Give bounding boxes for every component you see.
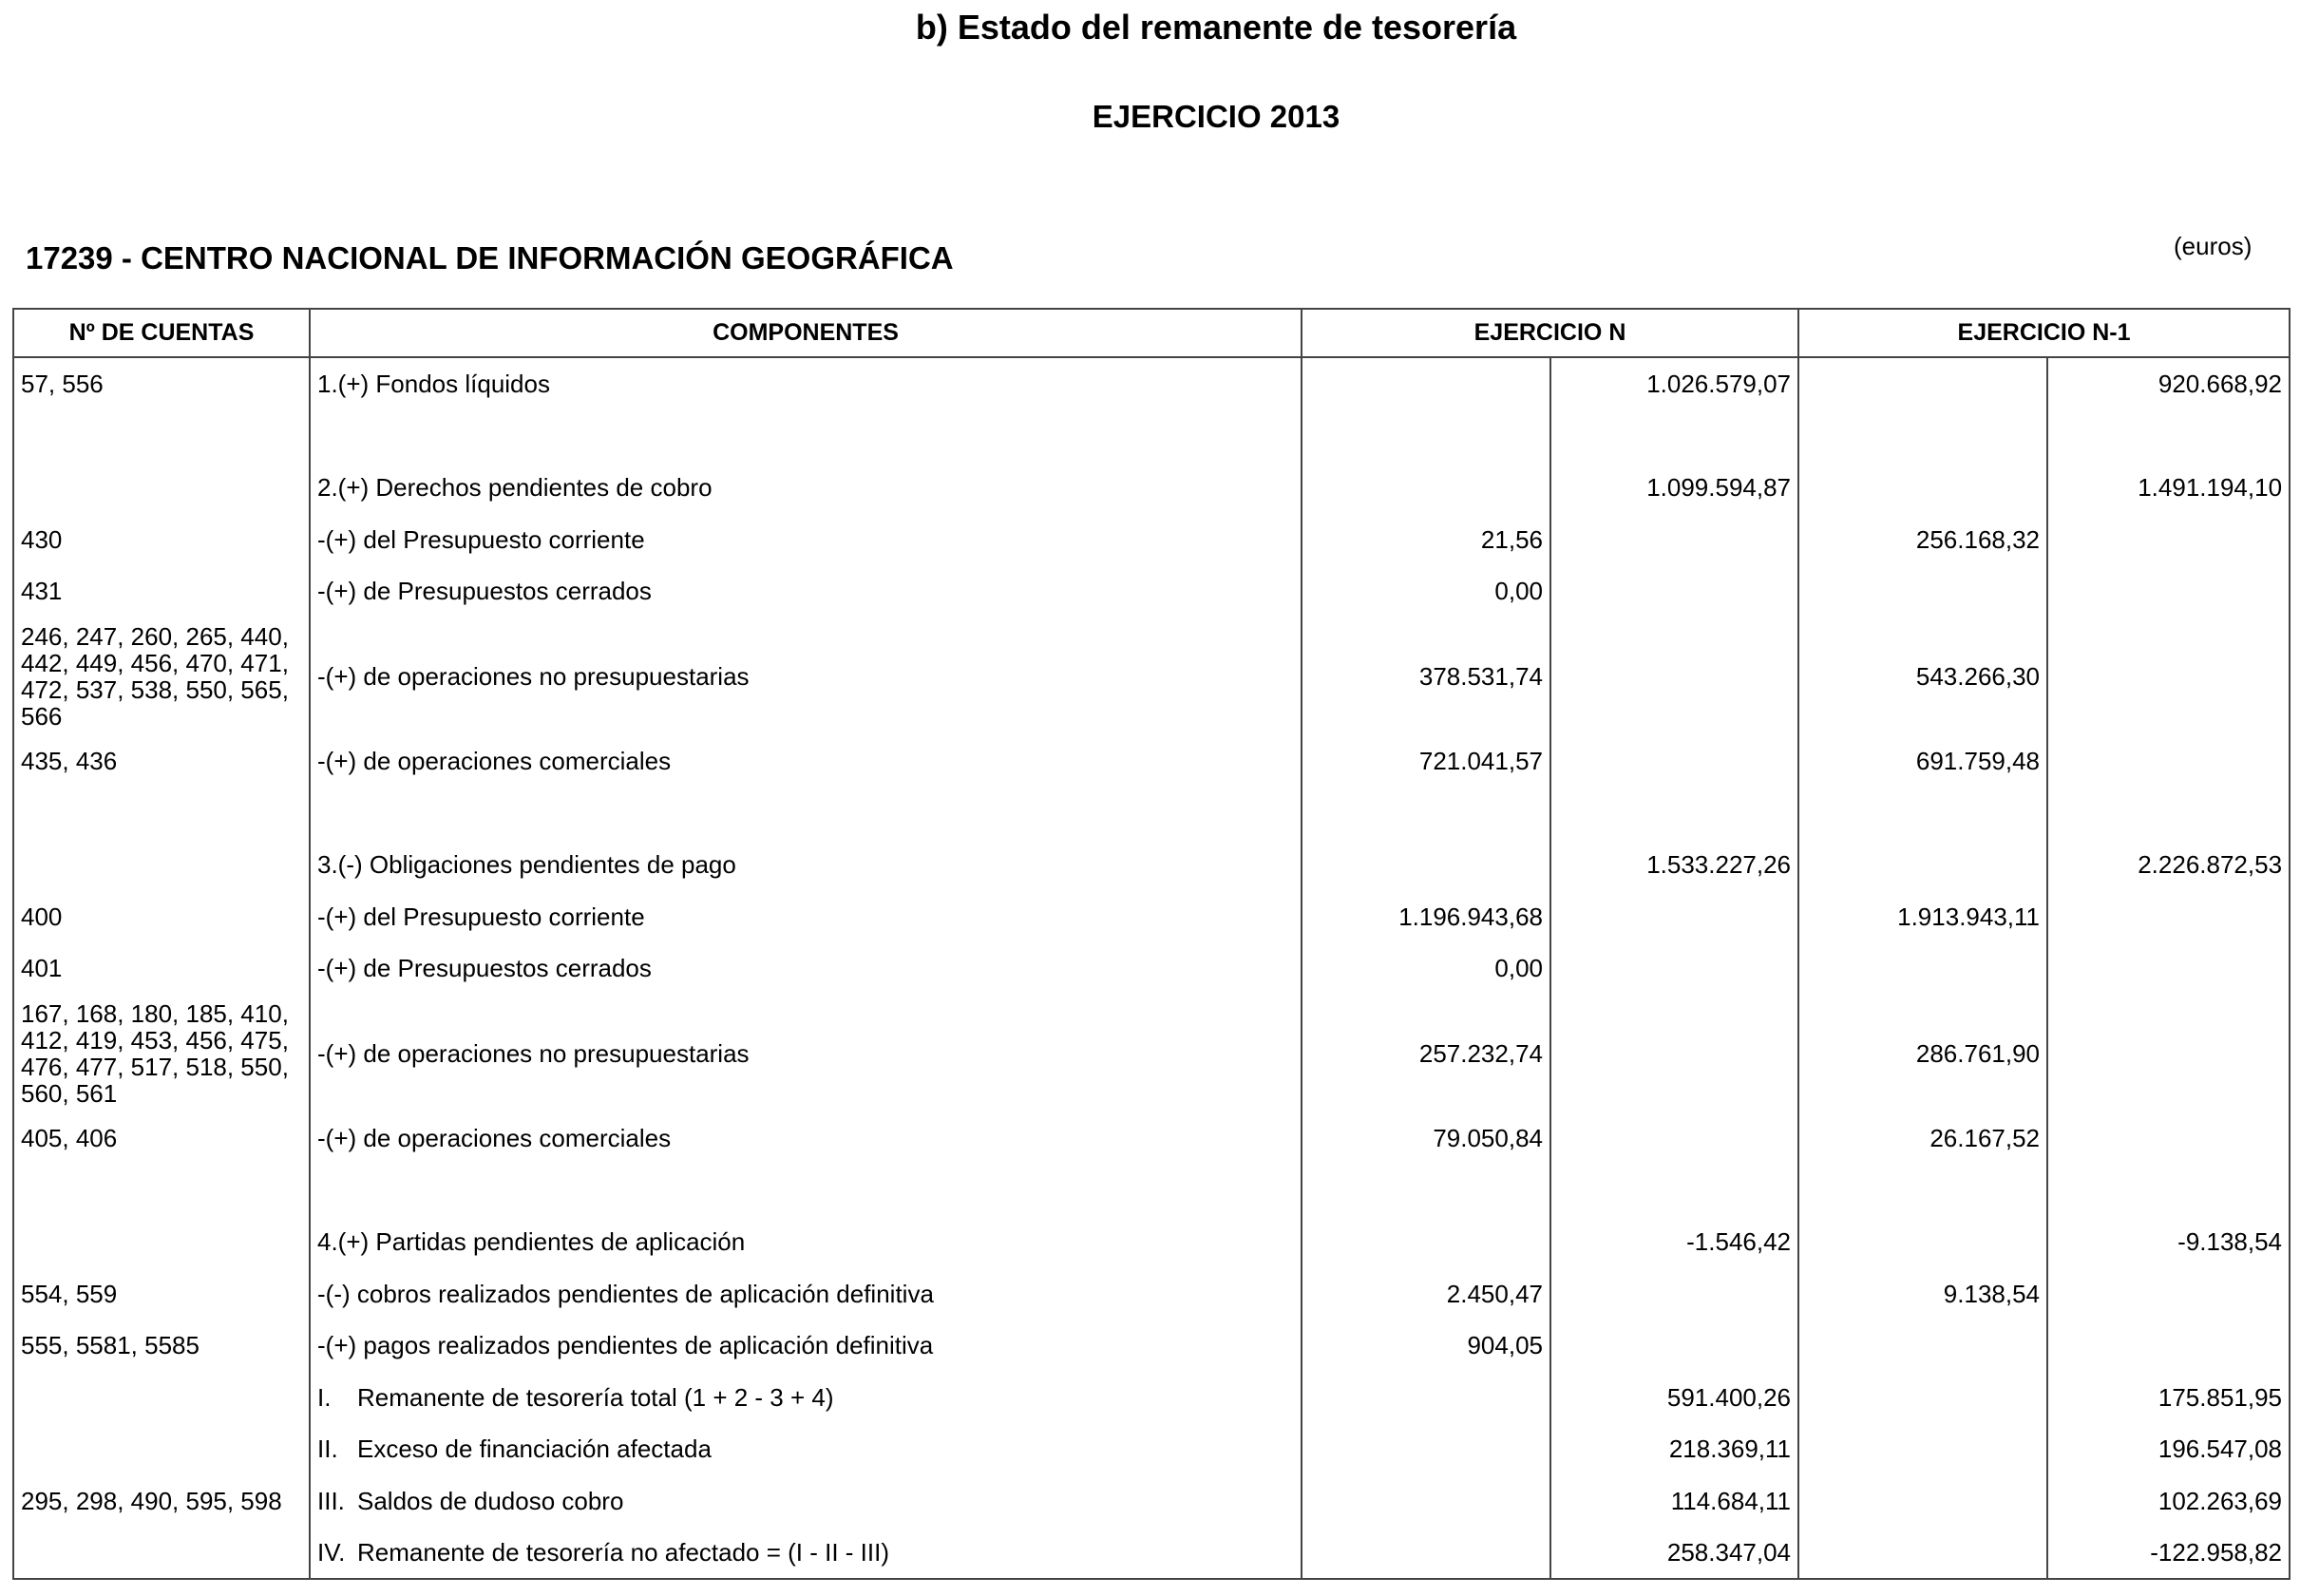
table-row (13, 890, 2290, 942)
component-label-cell: -(+) de operaciones comerciales (310, 1112, 1302, 1164)
table-row (13, 1267, 2290, 1320)
year-n-detail-cell (1302, 1527, 1550, 1579)
year-n1-detail-cell: 691.759,48 (1798, 735, 2047, 787)
year-n1-detail-cell (1798, 565, 2047, 617)
header-year-n: EJERCICIO N (1302, 309, 1798, 357)
component-label-cell: -(+) de operaciones no presupuestarias (310, 994, 1302, 1112)
year-n-total-cell: -1.546,42 (1550, 1216, 1798, 1267)
year-n1-total-cell (2047, 513, 2290, 565)
year-n1-total-cell (2047, 1320, 2290, 1371)
component-label-cell (310, 1527, 1302, 1579)
year-n-total-cell (1550, 565, 1798, 617)
year-n-total-cell (1550, 617, 1798, 735)
year-n1-detail-cell (1798, 1216, 2047, 1267)
year-n-detail-cell (1302, 1423, 1550, 1474)
year-n-detail-cell: 21,56 (1302, 513, 1550, 565)
year-n-detail-cell: 0,00 (1302, 565, 1550, 617)
component-label-cell: 3.(-) Obligaciones pendientes de pago (310, 839, 1302, 890)
table-row (13, 1371, 2290, 1423)
table-row (13, 1320, 2290, 1371)
year-n-detail-cell: 79.050,84 (1302, 1112, 1550, 1164)
year-n1-total-cell (2047, 1267, 2290, 1320)
year-n1-detail-cell: 543.266,30 (1798, 617, 2047, 735)
table-row (13, 1527, 2290, 1579)
year-n-detail-cell (1302, 839, 1550, 890)
account-numbers-cell: 401 (13, 942, 310, 994)
entity-heading: 17239 - CENTRO NACIONAL DE INFORMACIÓN GEOGRÁFICA (26, 240, 954, 276)
component-label-cell: -(-) cobros realizados pendientes de aplicación definitiva (310, 1267, 1302, 1320)
year-n-detail-cell (1302, 409, 1550, 462)
year-n-detail-cell: 1.196.943,68 (1302, 890, 1550, 942)
year-n1-detail-cell (1798, 462, 2047, 513)
account-numbers-cell: 405, 406 (13, 1112, 310, 1164)
year-n-detail-cell: 904,05 (1302, 1320, 1550, 1371)
year-n-detail-cell: 378.531,74 (1302, 617, 1550, 735)
account-numbers-cell (13, 1216, 310, 1267)
year-n1-total-cell: 2.226.872,53 (2047, 839, 2290, 890)
year-n-total-cell: 1.533.227,26 (1550, 839, 1798, 890)
account-numbers-cell: 167, 168, 180, 185, 410, 412, 419, 453, 456, 475, 476, 477, 517, 518, 550, 560, 561 (13, 994, 310, 1112)
year-n-total-cell (1550, 409, 1798, 462)
year-n1-total-cell (2047, 942, 2290, 994)
component-label-cell: 1.(+) Fondos líquidos (310, 357, 1302, 409)
year-n1-detail-cell (1798, 1164, 2047, 1216)
year-n1-detail-cell: 9.138,54 (1798, 1267, 2047, 1320)
year-n1-total-cell: -9.138,54 (2047, 1216, 2290, 1267)
year-n-detail-cell (1302, 1164, 1550, 1216)
year-n1-total-cell: 175.851,95 (2047, 1371, 2290, 1423)
table-row (13, 357, 2290, 409)
component-label: Exceso de financiación afectada (357, 1434, 712, 1463)
account-numbers-cell: 431 (13, 565, 310, 617)
year-n1-detail-cell (1798, 357, 2047, 409)
component-label-cell (310, 409, 1302, 462)
year-n-total-cell (1550, 787, 1798, 839)
table-row (13, 565, 2290, 617)
account-numbers-cell (13, 462, 310, 513)
component-label: Saldos de dudoso cobro (357, 1486, 624, 1515)
year-n1-detail-cell (1798, 787, 2047, 839)
fiscal-year-heading: EJERCICIO 2013 (1092, 99, 1340, 134)
account-numbers-cell: 430 (13, 513, 310, 565)
year-n1-detail-cell: 1.913.943,11 (1798, 890, 2047, 942)
component-label-cell: -(+) de Presupuestos cerrados (310, 565, 1302, 617)
year-n1-total-cell (2047, 735, 2290, 787)
year-n1-total-cell: 196.547,08 (2047, 1423, 2290, 1474)
table-row (13, 462, 2290, 513)
year-n-total-cell (1550, 1267, 1798, 1320)
table-row (13, 1474, 2290, 1527)
year-n-total-cell (1550, 735, 1798, 787)
year-n1-total-cell (2047, 994, 2290, 1112)
year-n-detail-cell (1302, 1474, 1550, 1527)
table-row (13, 1423, 2290, 1474)
account-numbers-cell: 57, 556 (13, 357, 310, 409)
year-n1-total-cell (2047, 617, 2290, 735)
component-label-cell: -(+) de operaciones no presupuestarias (310, 617, 1302, 735)
units-label: (euros) (2174, 232, 2252, 260)
spacer-row (13, 409, 2290, 462)
component-label-cell: 2.(+) Derechos pendientes de cobro (310, 462, 1302, 513)
year-n1-detail-cell (1798, 1371, 2047, 1423)
component-label-cell: -(+) del Presupuesto corriente (310, 513, 1302, 565)
component-label-cell (310, 787, 1302, 839)
table-header-row (13, 309, 2290, 357)
year-n-total-cell: 114.684,11 (1550, 1474, 1798, 1527)
year-n1-total-cell (2047, 409, 2290, 462)
year-n1-detail-cell: 256.168,32 (1798, 513, 2047, 565)
roman-numeral: I. (317, 1382, 332, 1412)
year-n1-total-cell (2047, 1164, 2290, 1216)
year-n1-detail-cell (1798, 1320, 2047, 1371)
year-n-total-cell (1550, 942, 1798, 994)
year-n-detail-cell (1302, 357, 1550, 409)
year-n-total-cell (1550, 1112, 1798, 1164)
component-label-cell (310, 1371, 1302, 1423)
year-n1-detail-cell (1798, 942, 2047, 994)
account-numbers-cell (13, 1164, 310, 1216)
year-n-total-cell (1550, 890, 1798, 942)
year-n-total-cell: 591.400,26 (1550, 1371, 1798, 1423)
year-n-total-cell (1550, 1320, 1798, 1371)
component-label-cell: -(+) de Presupuestos cerrados (310, 942, 1302, 994)
account-numbers-cell: 554, 559 (13, 1267, 310, 1320)
year-n1-total-cell: 102.263,69 (2047, 1474, 2290, 1527)
roman-numeral: II. (317, 1434, 338, 1463)
year-n-detail-cell (1302, 462, 1550, 513)
spacer-row (13, 787, 2290, 839)
table-row (13, 513, 2290, 565)
table-row (13, 617, 2290, 735)
year-n1-total-cell: 1.491.194,10 (2047, 462, 2290, 513)
component-label-cell (310, 1164, 1302, 1216)
component-label-cell: -(+) de operaciones comerciales (310, 735, 1302, 787)
year-n-detail-cell (1302, 787, 1550, 839)
year-n-total-cell (1550, 1164, 1798, 1216)
account-numbers-cell: 400 (13, 890, 310, 942)
account-numbers-cell (13, 1423, 310, 1474)
account-numbers-cell (13, 787, 310, 839)
year-n1-detail-cell (1798, 1474, 2047, 1527)
year-n-detail-cell: 0,00 (1302, 942, 1550, 994)
table-row (13, 994, 2290, 1112)
year-n-total-cell: 1.026.579,07 (1550, 357, 1798, 409)
component-label: Remanente de tesorería no afectado = (I - II - III) (357, 1538, 890, 1567)
year-n1-detail-cell: 286.761,90 (1798, 994, 2047, 1112)
spacer-row (13, 1164, 2290, 1216)
year-n-total-cell: 1.099.594,87 (1550, 462, 1798, 513)
year-n1-detail-cell: 26.167,52 (1798, 1112, 2047, 1164)
table-row (13, 735, 2290, 787)
year-n1-total-cell: 920.668,92 (2047, 357, 2290, 409)
account-numbers-cell: 435, 436 (13, 735, 310, 787)
year-n-detail-cell (1302, 1371, 1550, 1423)
account-numbers-cell (13, 1527, 310, 1579)
year-n-detail-cell (1302, 1216, 1550, 1267)
year-n-detail-cell: 257.232,74 (1302, 994, 1550, 1112)
account-numbers-cell (13, 1371, 310, 1423)
year-n1-detail-cell (1798, 409, 2047, 462)
roman-numeral: III. (317, 1486, 345, 1515)
account-numbers-cell (13, 839, 310, 890)
table-row (13, 942, 2290, 994)
year-n-total-cell (1550, 994, 1798, 1112)
component-label-cell: -(+) pagos realizados pendientes de aplicación definitiva (310, 1320, 1302, 1371)
roman-numeral: IV. (317, 1538, 346, 1567)
treasury-remainder-table (12, 308, 2290, 1580)
table-row (13, 1112, 2290, 1164)
year-n1-detail-cell (1798, 1423, 2047, 1474)
component-label: Remanente de tesorería total (1 + 2 - 3 + 4) (357, 1382, 834, 1412)
header-year-n1: EJERCICIO N-1 (1798, 309, 2290, 357)
year-n-detail-cell: 721.041,57 (1302, 735, 1550, 787)
year-n1-total-cell (2047, 565, 2290, 617)
header-components: COMPONENTES (310, 309, 1302, 357)
year-n-detail-cell: 2.450,47 (1302, 1267, 1550, 1320)
account-numbers-cell (13, 409, 310, 462)
component-label-cell (310, 1423, 1302, 1474)
year-n-total-cell (1550, 513, 1798, 565)
document-title: b) Estado del remanente de tesorería (915, 8, 1517, 47)
year-n-total-cell: 258.347,04 (1550, 1527, 1798, 1579)
year-n1-detail-cell (1798, 1527, 2047, 1579)
header-accounts: Nº DE CUENTAS (13, 309, 310, 357)
year-n1-total-cell (2047, 890, 2290, 942)
year-n1-total-cell (2047, 1112, 2290, 1164)
account-numbers-cell: 555, 5581, 5585 (13, 1320, 310, 1371)
component-label-cell: 4.(+) Partidas pendientes de aplicación (310, 1216, 1302, 1267)
component-label-cell: -(+) del Presupuesto corriente (310, 890, 1302, 942)
component-label-cell (310, 1474, 1302, 1527)
year-n-total-cell: 218.369,11 (1550, 1423, 1798, 1474)
year-n1-total-cell: -122.958,82 (2047, 1527, 2290, 1579)
table-row (13, 839, 2290, 890)
table-row (13, 1216, 2290, 1267)
account-numbers-cell: 295, 298, 490, 595, 598 (13, 1474, 310, 1527)
account-numbers-cell: 246, 247, 260, 265, 440, 442, 449, 456, 470, 471, 472, 537, 538, 550, 565, 566 (13, 617, 310, 735)
year-n1-detail-cell (1798, 839, 2047, 890)
year-n1-total-cell (2047, 787, 2290, 839)
